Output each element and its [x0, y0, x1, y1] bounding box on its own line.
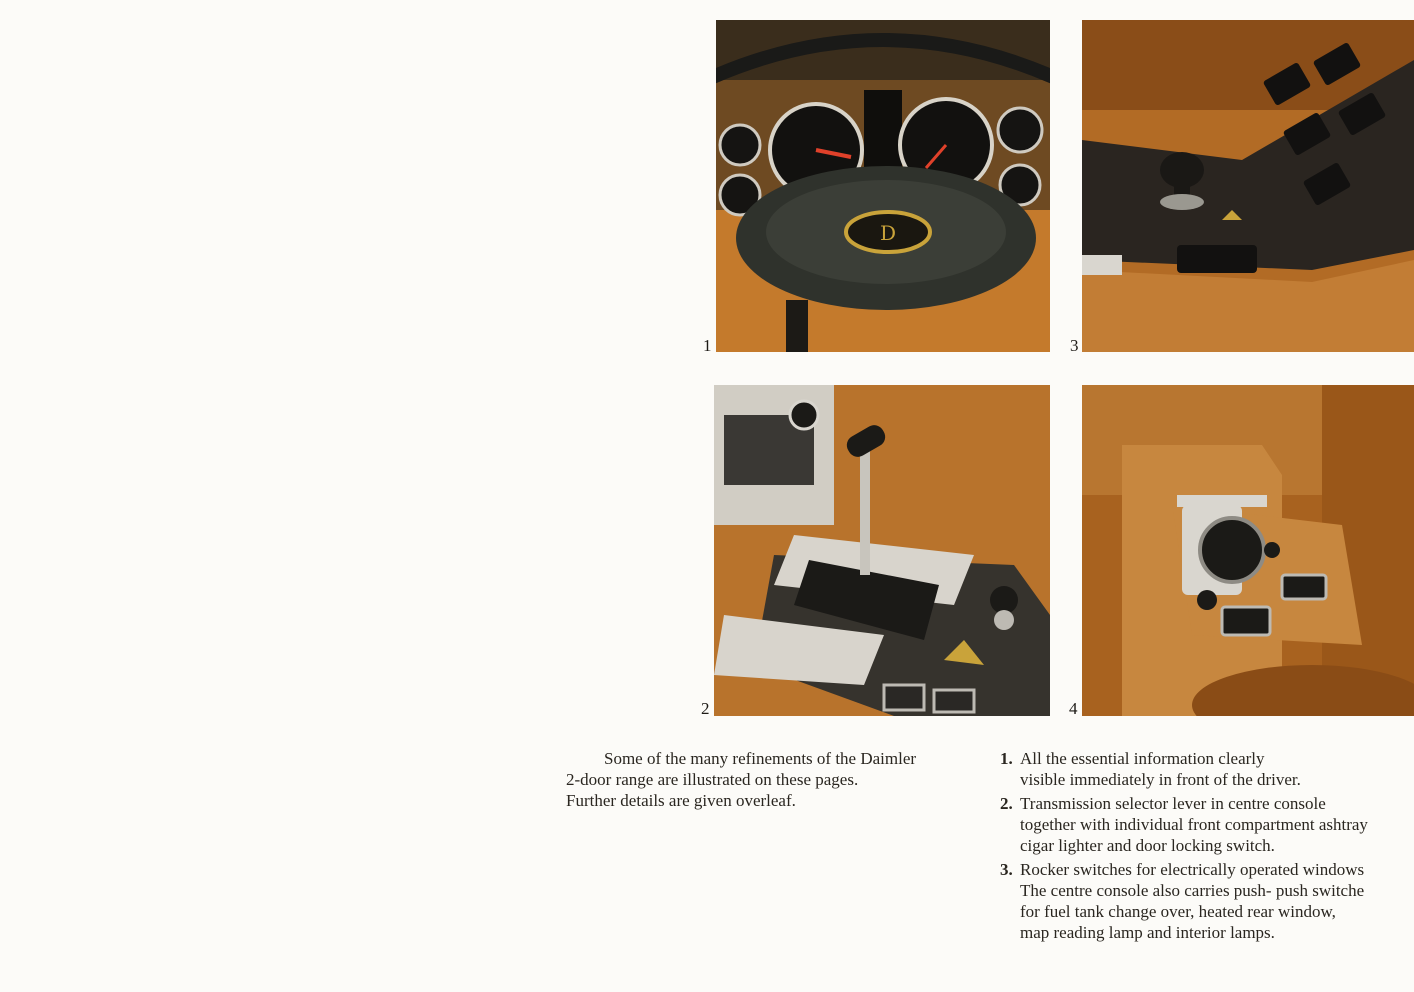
- intro-line: Further details are given overleaf.: [566, 791, 796, 810]
- caption-line: Transmission selector lever in centre console: [1020, 794, 1326, 813]
- caption-line: All the essential information clearly: [1020, 749, 1265, 768]
- intro-line: Some of the many refinements of the Daimler: [604, 749, 917, 768]
- caption-item-3: [1000, 859, 1414, 943]
- console-switches-image: [1082, 20, 1414, 352]
- caption-line: for fuel tank change over, heated rear window,: [1020, 902, 1336, 921]
- transmission-selector-image: [714, 385, 1050, 716]
- caption-line: The centre console also carries push- push switche: [1020, 881, 1365, 900]
- caption-item-2: [1000, 793, 1414, 856]
- photo-console-switches: [1082, 20, 1414, 352]
- intro-paragraph: [566, 748, 976, 811]
- panel-number-4: 4: [1069, 699, 1078, 718]
- photo-rear-console: [1082, 385, 1414, 716]
- caption-number: 2.: [1000, 794, 1013, 813]
- caption-number: 1.: [1000, 749, 1013, 768]
- intro-line: 2-door range are illustrated on these pages.: [566, 770, 859, 789]
- dashboard-image: [716, 20, 1050, 352]
- caption-line: map reading lamp and interior lamps.: [1020, 923, 1275, 942]
- panel-number-3: 3: [1070, 336, 1079, 355]
- caption-number: 3.: [1000, 860, 1013, 879]
- panel-number-1: 1: [703, 336, 712, 355]
- caption-item-1: [1000, 748, 1414, 790]
- photo-transmission-selector: [714, 385, 1050, 716]
- caption-list: [1000, 748, 1414, 946]
- caption-line: cigar lighter and door locking switch.: [1020, 836, 1275, 855]
- caption-line: Rocker switches for electrically operated windows: [1020, 860, 1365, 879]
- svg-text:D: D: [879, 221, 897, 245]
- photo-dashboard: [716, 20, 1050, 352]
- caption-line: together with individual front compartment ashtray: [1020, 815, 1368, 834]
- panel-number-2: 2: [701, 699, 710, 718]
- caption-line: visible immediately in front of the driver.: [1020, 770, 1301, 789]
- rear-console-image: [1082, 385, 1414, 716]
